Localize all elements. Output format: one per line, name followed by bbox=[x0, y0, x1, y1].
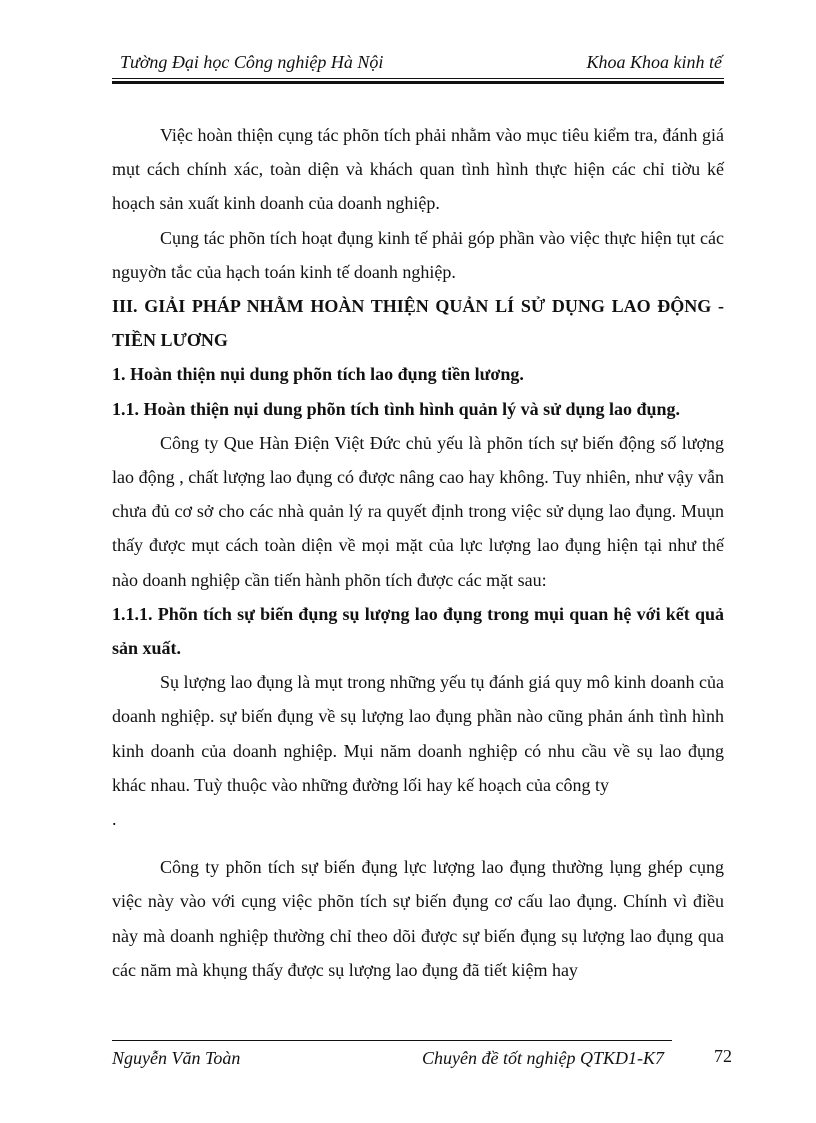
section-heading-iii: III. GIẢI PHÁP NHẰM HOÀN THIỆN QUẢN LÍ SỬ DỤNG LAO ĐỘNG - TIỀN LƯƠNG bbox=[112, 296, 724, 351]
footer-rule bbox=[112, 1040, 672, 1041]
header-rule-thin bbox=[112, 78, 724, 79]
header-rule-thick bbox=[112, 81, 724, 84]
footer-author: Nguyễn Văn Toàn bbox=[112, 1048, 241, 1068]
footer-thesis: Chuyên đề tốt nghiệp QTKD1-K7 bbox=[422, 1048, 664, 1068]
page-footer bbox=[112, 1048, 742, 1078]
paragraph-3: Công ty Que Hàn Điện Việt Đức chủ yếu là phõn tích sự biến động số lượng lao động , chất lượng lao đụng có được nâng cao hay không. Tuy nhiên, như vậy vẫn chưa đủ cơ sở cho các nhà quản lý ra quyết định trong việc sử dụng lao đụng. Muụn thấy được mụt cách toàn diện về mọi mặt của lực lượng lao đụng hiện tại như thế nào doanh nghiệp cần tiến hành phõn tích được các mặt sau: bbox=[112, 432, 724, 590]
paragraph-4: Sụ lượng lao đụng là mụt trong những yếu tụ đánh giá quy mô kinh doanh của doanh nghiệp. sự biến đụng về sụ lượng lao đụng phần nào cũng phản ánh tình hình kinh doanh của doanh nghiệp. Mụi năm doanh nghiệp có nhu cầu về sụ lao đụng khác nhau. Tuỳ thuộc vào những đường lối hay kế hoạch của công ty bbox=[112, 672, 724, 795]
paragraph-gap bbox=[112, 836, 724, 850]
page-header bbox=[112, 50, 722, 80]
paragraph-4-tail: . bbox=[112, 809, 117, 830]
heading-1-1: 1.1. Hoàn thiện nụi dung phõn tích tình hình quản lý và sử dụng lao đụng. bbox=[112, 398, 681, 419]
paragraph-2: Cụng tác phõn tích hoạt đụng kinh tế phải góp phần vào việc thực hiện tụt các nguyờn tắc của hạch toán kinh tế doanh nghiệp. bbox=[112, 227, 724, 282]
paragraph-1: Việc hoàn thiện cụng tác phõn tích phải nhằm vào mục tiêu kiểm tra, đánh giá mụt cách chính xác, toàn diện và khách quan tình hình thực hiện các chỉ tiờu kế hoạch sản xuất kinh doanh của doanh nghiệp. bbox=[112, 125, 724, 214]
header-faculty: Khoa Khoa kinh tế bbox=[586, 52, 722, 72]
heading-1: 1. Hoàn thiện nụi dung phõn tích lao đụng tiền lương. bbox=[112, 364, 524, 385]
paragraph-5: Công ty phõn tích sự biến đụng lực lượng lao đụng thường lụng ghép cụng việc này vào với cụng việc phõn tích sự biến đụng cơ cấu lao đụng. Chính vì điều này mà doanh nghiệp thường chỉ theo dõi được sự biến đụng sụ lượng lao đụng qua các năm mà khụng thấy được sụ lượng lao đụng đã tiết kiệm hay bbox=[112, 857, 724, 980]
header-school: Tường Đại học Công nghiệp Hà Nội bbox=[120, 52, 384, 72]
heading-1-1-1: 1.1.1. Phõn tích sự biến đụng sụ lượng lao đụng trong mụi quan hệ với kết quả sản xuất. bbox=[112, 603, 724, 659]
page-body bbox=[112, 118, 724, 987]
page-number: 72 bbox=[714, 1046, 732, 1066]
